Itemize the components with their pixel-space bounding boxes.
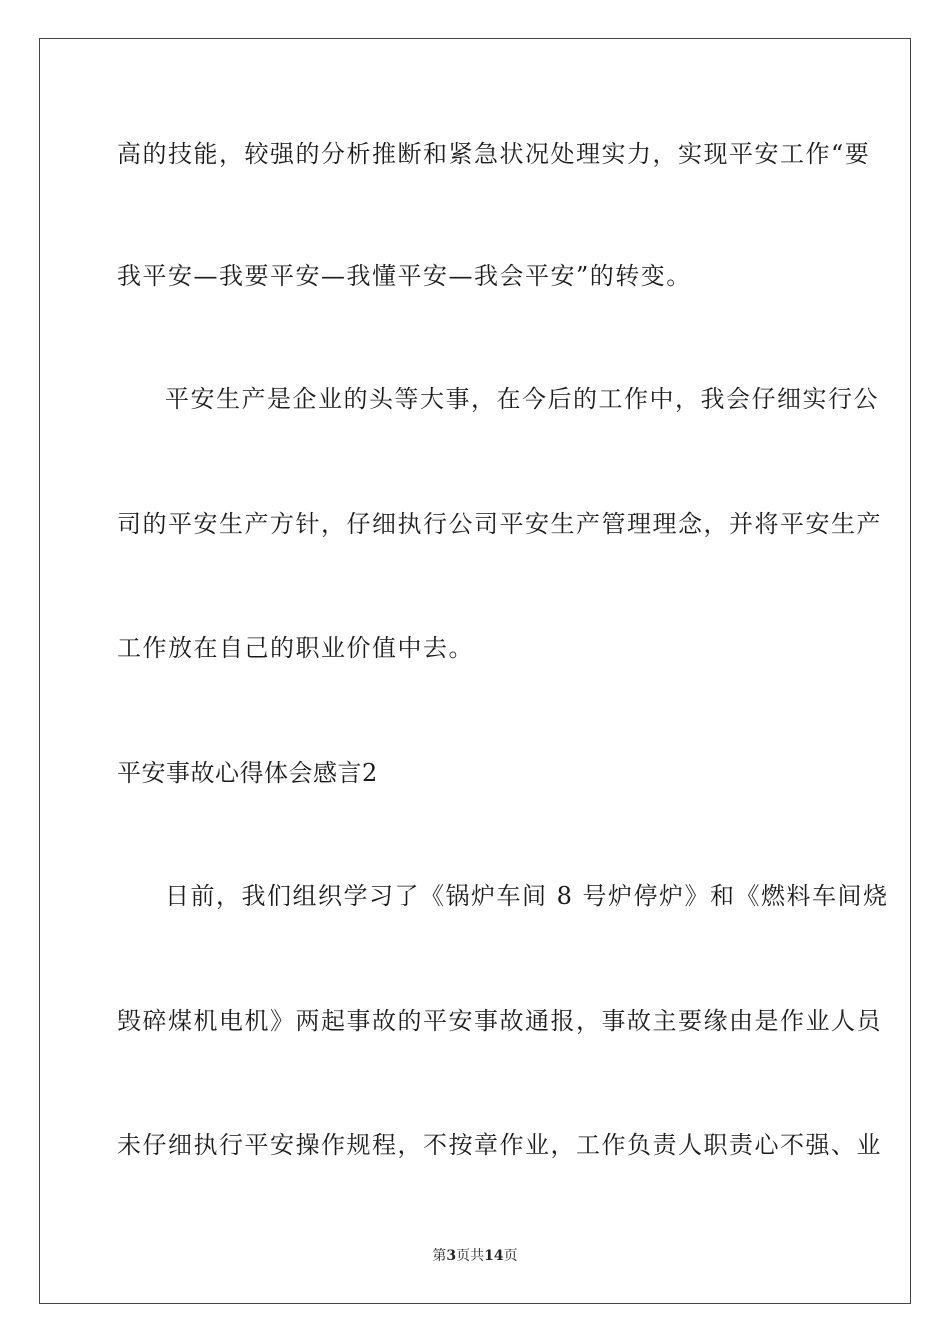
footer-total-prefix: 共	[470, 1248, 485, 1264]
body-text-line: 司的平安生产方针，仔细执行公司平安生产管理理念，并将平安生产	[117, 510, 882, 538]
body-text-line: 我平安—我要平安—我懂平安—我会平安”的转变。	[117, 262, 692, 290]
footer-page-prefix: 第	[432, 1248, 447, 1264]
footer-page-suffix: 页	[456, 1248, 471, 1264]
page-border	[39, 38, 911, 1304]
footer-page-number: 3	[446, 1248, 457, 1264]
page-footer	[0, 1246, 950, 1266]
paragraph-start-line: 平安生产是企业的头等大事，在今后的工作中，我会仔细实行公	[165, 385, 879, 413]
body-text-line: 高的技能，较强的分析推断和紧急状况处理实力，实现平安工作“要	[117, 140, 871, 168]
body-text-line: 毁碎煤机电机》两起事故的平安事故通报，事故主要缘由是作业人员	[117, 1007, 882, 1035]
body-text-line: 未仔细执行平安操作规程，不按章作业，工作负责人职责心不强、业	[117, 1131, 882, 1159]
footer-total-suffix: 页	[503, 1248, 518, 1264]
section-heading: 平安事故心得体会感言2	[117, 759, 378, 787]
footer-total-pages: 14	[484, 1248, 504, 1264]
paragraph-start-line: 日前，我们组织学习了《锅炉车间 8 号炉停炉》和《燃料车间烧	[165, 882, 889, 910]
body-text-line: 工作放在自己的职业价值中去。	[117, 634, 474, 662]
